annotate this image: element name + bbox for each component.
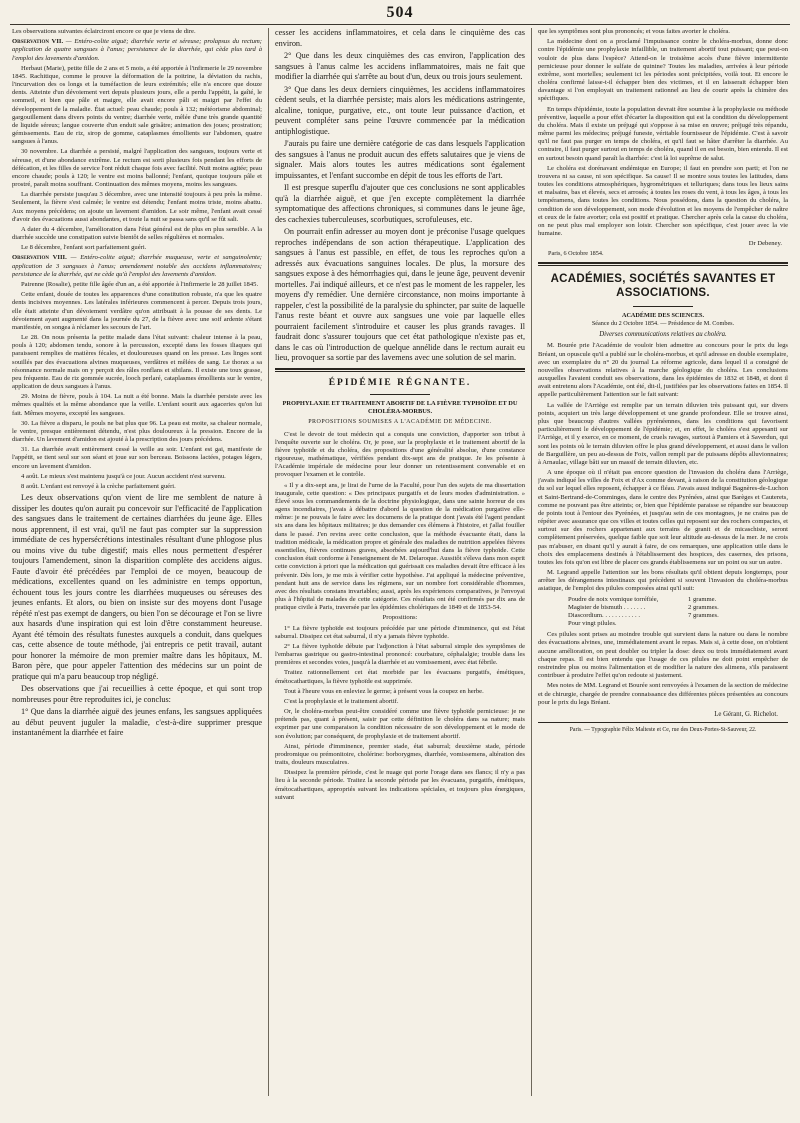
propositions-label: Propositions: (382, 614, 418, 622)
column-3 (538, 28, 788, 1096)
obs8-paragraph: Cette enfant, douée de toutes les apparences d'une constitution robuste, n'a que les quatre dents incisives moyennes. Les latérales inférieures commencent à percer. Depuis trois jours, elle était atteinte d'un dévoiement verdâtre qu'on attribuait à la pousse de ses dents. Le dévoiement ayant augmenté dans la journée du 27, de la fièvre avec une soif ardente s'étant manifestée, on songea à réclamer les secours de l'art. (12, 291, 262, 331)
recipe-dose: 2 grammes. (688, 603, 719, 611)
recipe-ingredient: Diascordium. . . . . . . . . . . . (568, 611, 640, 619)
section-rule (275, 371, 525, 372)
obs8-paragraph: 4 août. Le mieux s'est maintenu jusqu'à ce jour. Aucun accident n'est survenu. (21, 472, 226, 480)
academy-paragraph: M. Bourée prie l'Académie de vouloir bien admettre au concours pour le prix du legs Bréant, un opuscule qu'il a publié sur le choléra-morbus, et qu'il adresse en double exemplaire, avec un exemplaire du n° 20 du journal La réforme agricole, dans lequel il a consigné de nouvelles observations relatives à la marche géologique du choléra. Les conclusions auxquelles l'avaient conduit ses observations, dans les épidémies de 1832 et 1848, et dont il avait entretenu alors l'Académie, ont été, dit-il, justifiées par les observations faites en 1854. Il appelle particulièrement l'attention sur le fait suivant: (538, 342, 788, 399)
article-paragraph: Dissipez la première période, c'est le nuage qui porte l'orage dans ses flancs; il n'y a pas lieu à la seconde période. Traitez la seconde période par les évacuans, purgatifs, émétiques, émétocathartiques, appropriés suivant les indications spéciales, et toujours plus énergiques, suivant (275, 769, 525, 801)
conclusion-paragraph: 2° Que dans les deux cinquièmes des cas environ, l'application des sangsues à l'anus calme les accidens inflammatoires, mais ne fait que modifier la diarrhée qui s'arrête au bout d'un, deux ou trois jours seulement. (275, 51, 525, 81)
article-paragraph: Le choléra est dorénavant endémique en Europe; il faut en prendre son parti; et l'on ne trouvera ni sa cause, ni son spécifique. Sa cause! Il se montre sous toutes les latitudes, dans toutes les conditions atmosphériques, hygrométriques et telluriques; dans tous les lieux sains et malsains, bas et élevés, secs et arrosés; à toutes les roses du vent, à tous les âges, à tous les tempéramens, dans toutes les conditions. Nous possédons, dans la question du choléra, la condition de son développement, son mode d'évolution et les moyens de l'empêcher de naître et ceux de le faire avorter; cela est positif et pratique. Chercher après cela la cause du choléra, on ne peut plus mal employer son loisir. Chercher son spécifique, c'est jouer avec la vie humaine. (538, 164, 788, 238)
section-rule (275, 368, 525, 370)
column-divider (531, 28, 532, 1096)
gerant-signature: Le Gérant, G. Richelot. (714, 710, 778, 718)
page-number: 504 (386, 4, 414, 21)
pill-recipe (568, 596, 788, 629)
recipe-row (568, 596, 788, 604)
observation-7-summary: — Entéro-colite aiguë; diarrhée verte et séreuse; prolapsus du rectum; application de quatre sangsues à l'anus; persistance de la diarrhée, qui cède plus tard à l'emploi des lavements d'amidon. (12, 38, 262, 62)
article-paragraph: Tout à l'heure vous en enleviez le germe; à présent vous la coupez en herbe. (284, 687, 484, 695)
header-rule (10, 24, 790, 25)
article-paragraph: En temps d'épidémie, toute la population devrait être soumise à la prophylaxie ou méthode préventive, laquelle a pour effet d'écarter la disposition qui est la condition du développement du choléra. Mais il existe un préjugé qui s'oppose à sa mise en œuvre; préjugé très répandu, même parmi les médecins; préjugé funeste, véritable fournisseur de l'épidémie. C'est à savoir qu'il ne faut pas purger en temps de choléra, et qu'il faut se hâter d'arrêter la diarrhée. Au contraire, il faut purger surtout en temps de choléra, quand il en est besoin, bien entendu. Il est en surtout besoin quand paraît la diarrhée: c'est là loi suprême de salut. (538, 105, 788, 162)
obs8-paragraph: 29. Moins de fièvre, pouls à 104. La nuit a été bonne. Mais la diarrhée persiste avec les mêmes qualités et la même abondance que la veille. L'enfant sourit aux agaceries qu'on lui fait. Mêmes moyens, excepté les sangsues. (12, 393, 262, 417)
obs7-paragraph: La diarrhée persiste jusqu'au 3 décembre, avec une intensité toujours à peu près la même. Seulement, la fièvre s'est calmée; le ventre est détendu; l'enfant moins triste, moins abattu. Aux moyens précédens; on ajoute un lavement d'amidon. Le soir même, l'enfant avait cessé d'avoir des évacuations aussi abondantes, et toute la nuit se passa sans qu'il se fût sali. (12, 191, 262, 223)
obs8-paragraph: 31. La diarrhée avait entièrement cessé la veille au soir. L'enfant est gai, manifeste de l'appétit, se tient seul sur son séant et joue sur son berceau. Boissons lactées, potages légers, encore un lavement d'amidon. (12, 446, 262, 470)
printer-line: Paris. — Typographie Félix Malteste et Ce, rue des Deux-Portes-St-Sauveur, 22. (569, 727, 757, 734)
article-subtitle: PROPOSITIONS SOUMISES A L'ACADÉMIE DE MÉDECINE. (308, 419, 492, 426)
conclusion-paragraph: Des observations que j'ai recueillies à cette époque, et qui sont trop nombreuses pour être reproduites ici, je conclus: (12, 684, 262, 704)
academy-paragraph: A une époque où il n'était pas encore question de l'invasion du choléra dans l'Arriège, j'avais indiqué les villes de Foix et d'Ax comme devant, à raison de la constitution géologique du sol sur lequel elles reposent, échapper à ce fléau. J'avais aussi indiqué Bagnères-de-Luchon et Saint-Bertrand-de-Comminges, dans le centre des Pyrénées, ainsi que Barèges et Cauterets, comme ne pouvant pas être atteints; or, bien que l'épidémie paraisse se répandre sur beaucoup de points tout à l'entour des Pyrénées, et jusqu'au sein de ces montagnes, je ne crains pas de répéter avec assurance que ces villes et toutes celles qui reposent sur des rochers compactes, et surtout sur des rochers appartenant aux terrains de granit et de micaschiste, seront complètement préservées, quelque faible que soit leur altitude au-dessus de la mer. Je ne crois pas m'abuser, en disant qu'il y aurait à faire, de ces remarques, une application utile dans le choix des emplacemens destinés à l'établissement des hospices, des casernes, des prisons, toutes les fois qu'on est libre de placer ces grands établissemens sur un point ou sur un autre. (538, 469, 788, 566)
academy-paragraph: M. Legrand appelle l'attention sur les bons résultats qu'il obtient depuis longtemps, pour arrêter les dérangemens intestinaux qui précèdent si souvent l'invasion du choléra-morbus asiatique, de l'emploi des pilules composées ainsi qu'il suit: (538, 569, 788, 593)
observation-8-title: Observation VIII. (12, 254, 67, 262)
short-rule (370, 394, 430, 395)
recipe-tail: Pour vingt pilules. (568, 620, 617, 628)
obs7-paragraph: 30 novembre. La diarrhée a persisté, malgré l'application des sangsues, toujours verte et séreuse, et d'une abondance extrême. Le rectum est sorti plusieurs fois pendant les efforts de défécation, et les filles de service l'ont réduit chaque fois avec facilité. Nuit moins agitée; peau encore chaude; pouls à 120; le ventre est moins ballonné; l'enfant, quoique toujours pâle et prostré, paraît moins souffrant. Continuation des mêmes moyens, moins les sangsues. (12, 148, 262, 189)
observation-7-heading (12, 38, 262, 63)
short-rule (633, 306, 693, 307)
recipe-ingredient: Magister de bismuth . . . . . . . (568, 603, 646, 611)
intro-paragraph: Les observations suivantes éclairciront encore ce que je viens de dire. (12, 28, 196, 35)
column-2 (275, 28, 525, 1096)
communications-heading: Diverses communications relatives au choléra. (599, 331, 727, 339)
obs8-paragraph: 8 août. L'enfant est renvoyé à la crèche parfaitement guéri. (21, 482, 176, 490)
article-paragraph: Or, le choléra-morbus peut-être considéré comme une fièvre typhoïde pernicieuse: je ne prétends pas, quant à présent, saisir par cette définition le choléra dans sa nature; mais exprimer par une comparaison la condition nécessaire de son développement et le mode de son évolution; par conséquent, de prophylaxie et de traitement abortif. (275, 708, 525, 740)
conclusion-paragraph: cesser les accidens inflammatoires, et cela dans le cinquième des cas environ. (275, 28, 525, 48)
recipe-row (568, 612, 788, 620)
recipe-dose: 7 grammes. (688, 611, 719, 619)
author-signature: Dr Debeney. (748, 240, 782, 248)
academy-paragraph: Mes notes de MM. Legrand et Bourée sont renvoyées à l'examen de la section de médecine et de chirurgie, chargée de prendre connaissance des différentes pièces présentées au concours pour le prix du legs Bréant. (538, 682, 788, 706)
article-paragraph: 2° La fièvre typhoïde débute par l'adjonction à l'état saburral simple des symptômes de l'embarras gastrique ou gastro-intestinal prononcé: courbature, céphalalgie; trouble dans les premières et secondes voies, jusqu'à la diarrhée et au vomissement, avec état fébrile. (275, 642, 525, 667)
article-paragraph: C'est la prophylaxie et le traitement abortif. (284, 697, 399, 705)
article-paragraph: que les symptômes sont plus prononcés; et vous faites avorter le choléra. (538, 28, 730, 35)
article-paragraph: Ainsi, période d'imminence, premier stade, état saburral; deuxième stade, période prodromique ou prémonitoire, cholérine: borborygmes, diarrhée, vomissemens, altération des traits, douleurs musculaires. (275, 742, 525, 767)
article-paragraph: La médecine dont on a proclamé l'impuissance contre le choléra-morbus, donne donc contre l'épidémie une prophylaxie infaillible, un traitement abortif tout puissant; que peut-on vouloir de plus dans l'espèce? Attend-on le troisième accès d'une fièvre intermittente pernicieuse pour donner le sulfate de quinine? Toutes les maladies, arrivées à leur période extrême, sont mortelles; seulement ici les périodes sont précipitées, voilà tout. Et encore le choléra confirmé laisse-t-il échapper bien des victimes, et il en laisserait échapper bien davantage si l'on employait un traitement rationnel au lieu de courir après la chimère des spécifiques. (538, 38, 788, 103)
article-paragraph: « Il y a dix-sept ans, je lirai de l'urne de la Faculté, pour l'un des sujets de ma dissertation inaugurale, cette question: « Des principaux purgatifs et de leurs modes d'administration. » Élevé sous les commandements de la doctrine physiologique, dans une sainte horreur de ces agens incendiaires, j'avais à débattre d'abord la question de la médication purgative elle-même: je ne pouvais le faire avec les documens de la pratique dont j'avais été l'agent pendant six ans dans les hôpitaux militaires; je dus demander ces élémens à l'histoire, et j'allai fouiller dans le passé. J'en revins avec cette conclusion, que la méthode évacuante était, dans la tradition médicale, la médication propre et générale des maladies de nutrition appelées fièvres essentielles, fièvres continues graves, absorbées aujourd'hui dans la fièvre typhoïde. Cette conclusion était conforme à l'enseignement de M. Delaroque. Aussitôt s'éleva dans mon esprit cette conviction à priori que la médication qui guérissait ces maladies devait être efficace à les prévenir. Dès lors, je me mis à vérifier cette hypothèse. J'ai appliqué la médecine préventive, pendant huit ans de service dans les régimens, sur un nombre fort considérable d'hommes, avec des résultats constans invariables; aussi, après les expériences comparatives, je l'envoyai plus à l'hôpital de malades de cette catégorie. Ces résultats ont été confirmés par dix ans de pratique civile à Paris, traversée par les épidémies cholériques de 1849 et de 1853-54. (275, 481, 525, 612)
conclusion-block (12, 493, 262, 739)
conclusion-paragraph: 3° Que dans les deux derniers cinquièmes, les accidens inflammatoires cèdent seuls, et la diarrhée persiste; mais alors les médications astringente, alcaline, tonique, purgative, etc., ont toute leur puissance d'action, et peuvent compléter sans peine l'œuvre commencée par la médication antiphlogistique. (275, 84, 525, 136)
section-rule (538, 262, 788, 264)
conclusion-paragraph: Il est presque superflu d'ajouter que ces conclusions ne sont applicables qu'à la diarrhée aiguë, et que j'en excepte complètement la diarrhée symptomatique des affections chroniques, si communes dans le jeune âge, des cachexies tuberculeuses, scorbutiques, scrofuleuses, etc. (275, 183, 525, 224)
obs8-paragraph: Pairenne (Rosalie), petite fille âgée d'un an, a été apportée à l'infirmerie le 28 juillet 1845. (21, 280, 259, 288)
footer-rule (538, 722, 788, 723)
column-divider (268, 28, 269, 1096)
section-title: ÉPIDÉMIE RÉGNANTE. (328, 377, 472, 388)
observation-7-title: Observation VII. (12, 38, 64, 46)
article-title: PROPHYLAXIE ET TRAITEMENT ABORTIF DE LA FIÈVRE TYPHOÏDE ET DU CHOLÉRA-MORBUS. (282, 400, 518, 416)
academies-heading: ACADÉMIES, SOCIÉTÉS SAVANTES ET ASSOCIATIONS. (550, 273, 776, 300)
obs8-paragraph: Le 28. On nous présenta la petite malade dans l'état suivant: chaleur intense à la peau, pouls à 120; abdomen tendu, sonore à la percussion, excepté dans les fosses iliaques qui paraissent remplies de matières fécales, et douloureuses quand on les presse. Les linges sont souillés par des évacuations alvines muqueuses, verdâtres et mêlées de sang. Le thorax a sa résonnance normale mais on y perçoit des râles ronflans et sibilans. Il existe une toux grasse, peu fréquente. Eau de riz gommée sucrée, looch perlaré, cataplasmes émollients sur le ventre, application de deux sangsues à l'anus. (12, 334, 262, 391)
obs7-paragraph: Le 8 décembre, l'enfant sort parfaitement guéri. (21, 244, 147, 252)
academy-paragraph: La vallée de l'Arriège est remplie par un terrain diluvien très puissant qui, sur divers points, acquiert un très large développement et une grande profondeur. Elle se trouve ainsi, plus que beaucoup d'autres vallées pyrénéennes, dans les conditions qui favorisent particulièrement le développement de l'épidémie; et, en effet, le choléra s'est appesanti sur l'Arriège, et il y exerce, en ce moment, de cruels ravages, surtout à Pamiers et à Saverdun, qui sont les points où le terrain diluvien offre le plus grand développement, et aussi dans le vallon de Barguillère, un peu au-dessus de Foix, vallon rempli par de puissans dépôts alluvionnaires; à Arnaulac, village bâti sur un massif de terrain diluvien, etc. (538, 401, 788, 466)
recipe-ingredient: Poudre de noix vomique torréfiée, (568, 595, 659, 603)
observation-8-summary: — Entéro-colite aiguë; diarrhée muqueuse, verte et sanguinolente; application de 3 sangsues à l'anus; amendement notable des accidens inflammatoires; persistance de la diarrhée, qui ne cède qu'à l'emploi des lavements d'amidon. (12, 254, 262, 278)
article-paragraph: C'est le devoir de tout médecin qui a conquis une conviction, d'apporter son tribut à l'enquête ouverte sur le choléra. Or, je pose, sur la prophylaxie et le traitement abortif de la fièvre typhoïde et du choléra, des propositions d'une généralité absolue, d'une constance rigoureuse, mathématique, vérifiées pendant dix-sept ans de pratique. Je les présente à l'Académie impériale de médecine pour leur donner un retentissement convenable et en provoquer l'examen et le contrôle. (275, 430, 525, 479)
conclusion-paragraph: 1° Que dans la diarrhée aiguë des jeunes enfans, les sangsues appliquées au début peuvent juguler la maladie, c'est-à-dire supprimer presque instantanément la diarrhée et faire (12, 707, 262, 738)
conclusion-paragraph: On pourrait enfin adresser au moyen dont je préconise l'usage quelques reproches indépendans de son action thérapeutique. L'application des sangsues à l'anus est passible, en effet, de tous les reproches qu'on a adressés aux évacuations sanguines locales. De plus, la morsure des sangsues expose à des hémorrhagies qui, dans le jeune âge, peuvent devenir mortelles. J'ai indiqué ailleurs, et ce n'est pas le moment de les rappeler, les moyens d'y remédier. Une dernière circonstance, non moins importante à rappeler, c'est la possibilité de la paralysie du sphincter, par suite de laquelle l'anus reste béant et ouvre aux sangsues une voie par laquelle elles pourraient facilement s'introduire et causer les plus grands ravages. Il faudrait donc s'assurer toujours que cet état pathologique n'existe pas et, dans le cas où l'introduction de quelque annélide dans le rectum aurait eu lieu, provoquer sa sortie par des lavemens avec une solution de sel marin. (275, 227, 525, 362)
conclusion-paragraph: Les deux observations qu'on vient de lire me semblent de nature à dissiper les doutes qu'on aurait pu concevoir sur l'efficacité de l'application des sangsues dans le traitement de certaines diarrhées du jeune âge. Elles nous apprennent, il est vrai, qu'il ne faut pas compter sur la suppression immédiate de ces hypersécrétions intestinales résultant d'une phlogose plus ou moins vive du tube digestif; mais elles nous permettent d'espérer toujours l'amendement, sinon la disparition complète des accidens aigus. Faute d'avoir été précédées par l'emploi de ce moyen, beaucoup de médications, excellentes quand on les administre en temps opportun, échouent tous les jours contre les diarrhées muqueuses ou séreuses des jeunes enfants. Et alors, ou bien on insiste sur des moyens dont l'usage répété n'est pas exempt de dangers, ou bien l'on se décourage et l'on se livre aux hasards d'une inspiration qui est loin d'être constamment heureuse. Ayant été témoin des résultats funestes auxquels a conduit, dans quelques cas, cette absence de toute méthode, j'ai entrepris ce petit travail, autant pour honorer la mémoire de mon premier maître dans les hôpitaux, M. Baron père, que pour appeler l'attention des médecins sur un point de pratique qui m'a paru beaucoup trop négligé. (12, 493, 262, 681)
conclusion-continued (275, 28, 525, 364)
dateline: Paris, 6 Octobre 1854. (548, 250, 604, 258)
session-meta: Séance du 2 Octobre 1854. — Présidence de M. Combes. (591, 320, 735, 328)
obs7-paragraph: Herbaut (Marie), petite fille de 2 ans et 5 mois, a été apportée à l'infirmerie le 29 novembre 1845. Rachitique, comme le prouve la déformation de la poitrine, la déviation du rachis, l'incurvation des os longs et la tuméfaction de leurs extrémités; elle n'a encore que douze dents. Atteinte d'un dévoiement vert depuis plusieurs jours, elle a perdu l'appétit, la gaîté, le sommeil, et bien que pâle et maigre, elle avait encore pâli et maigri par l'effet du développement de la maladie. État actuel: peau chaude; pouls à 132; météorisme abdominal; gargouillement dans divers points du ventre; diarrhée verte, mêlée d'une très grande quantité de liquide séreux; langue couverte d'un enduit sale grisâtre; animation des joues; prostration; gémissements. Eau de riz, sirop de gomme, cataplasmes émollients sur l'abdomen, quatre sangsues à l'anus. (12, 64, 262, 146)
obs8-paragraph: 30. La fièvre a disparu, le pouls ne bat plus que 96. La peau est moite, sa chaleur normale, le ventre, presque entièrement détendu, n'est plus douloureux à la pression. Encore de la diarrhée. Un lavement d'amidon est ajouté à la prescription des jours précédens. (12, 419, 262, 444)
conclusion-paragraph: J'aurais pu faire une dernière catégorie de cas dans lesquels l'application des sangsues à l'anus ne produit aucun des effets salutaires que je viens de signaler. Mais alors toutes les autres médications sont également impuissantes, et l'enfant succombe en dépit de tous les efforts de l'art. (275, 139, 525, 180)
recipe-dose: 1 gramme. (688, 595, 717, 603)
column-1 (12, 28, 262, 1096)
article-paragraph: 1° La fièvre typhoïde est toujours précédée par une période d'imminence, qui est l'état saburral. Dissipez cet état saburral, il n'y a jamais fièvre typhoïde. (275, 624, 525, 640)
obs7-paragraph: A dater du 4 décembre, l'amélioration dans l'état général est de plus en plus sensible. A la diarrhée succède une constipation suivie bientôt de selles régulières et normales. (12, 225, 262, 242)
observation-8-heading (12, 254, 262, 279)
article-paragraph: Traitez rationnellement cet état morbide par les évacuans purgatifs, émétiques, émétocathartiques, la fièvre typhoïde est supprimée. (275, 669, 525, 685)
recipe-row (568, 604, 788, 612)
academy-paragraph: Ces pilules sont prises au moindre trouble qui survient dans la nature ou dans le nombre des évacuations alvines, une, immédiatement avant le repas. Mais si, à cette dose, on n'obtient aucune amélioration, on peut doubler ou tripler la dose: deux ou trois immédiatement avant chaque repas. Il est bien entendu que l'usage de ces pilules ne doit point empêcher de restreindre plus ou moins l'alimentation et de modifier la nature des alimens, s'ils paraissent contribuer à produire l'effet qu'on redoute si justement. (538, 631, 788, 680)
academy-name: ACADÉMIE DES SCIENCES. (621, 311, 704, 319)
section-rule (538, 265, 788, 266)
